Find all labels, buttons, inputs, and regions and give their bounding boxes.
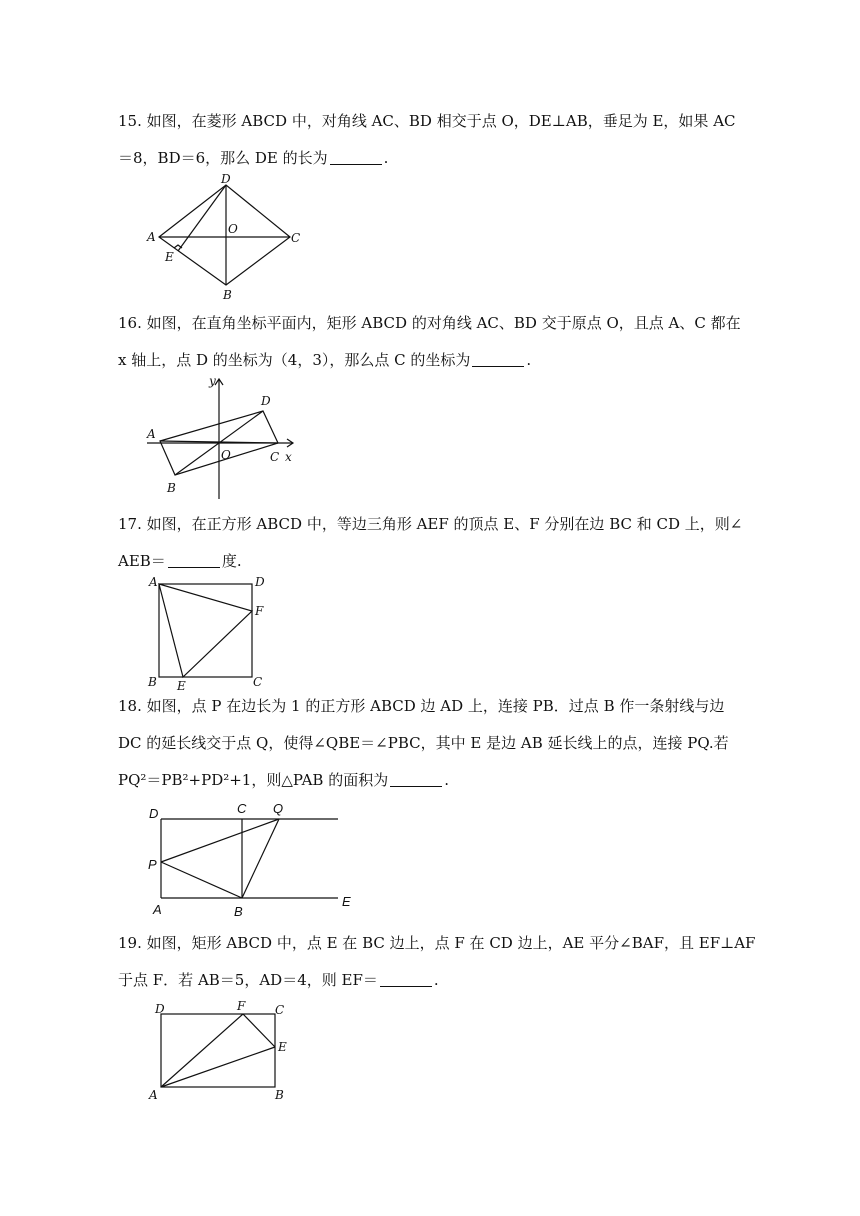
question-text: PQ²＝PB²+PD²+1，则△PAB 的面积为 <box>118 771 389 789</box>
question-17 <box>118 506 743 580</box>
question-text: x 轴上，点 D 的坐标为（4，3），那么点 C 的坐标为 <box>118 351 471 369</box>
label-c: C <box>237 801 247 816</box>
label-d: D <box>149 806 159 821</box>
label-f: F <box>255 604 264 618</box>
label-e: E <box>342 894 351 909</box>
label-b: B <box>275 1088 284 1102</box>
question-15 <box>118 103 738 177</box>
label-d: D <box>155 1002 165 1016</box>
label-o: O <box>228 222 238 236</box>
label-b: B <box>148 675 157 689</box>
question-number: 19. <box>118 934 142 952</box>
question-number: 15. <box>118 112 142 130</box>
figure-19-rectangle <box>145 997 305 1107</box>
question-text: . <box>383 149 389 167</box>
question-18-line-1 <box>118 688 738 725</box>
label-c: C <box>253 675 263 689</box>
label-e: E <box>177 679 186 693</box>
label-c: C <box>275 1003 285 1017</box>
figure-18-square-ray <box>145 798 360 920</box>
question-18-line-2 <box>118 725 738 762</box>
label-d: D <box>261 394 271 408</box>
figure-16-rectangle-coordinates <box>145 375 305 505</box>
label-b: B <box>223 288 232 302</box>
question-15-line-2 <box>118 140 738 177</box>
question-text: 于点 F．若 AB＝5，AD＝4，则 EF＝ <box>118 971 378 989</box>
label-x: x <box>285 450 292 464</box>
label-a: A <box>147 230 156 244</box>
question-text: 如图，在直角坐标平面内，矩形 ABCD 的对角线 AC、BD 交于原点 O，且点 A、C 都在 <box>146 314 741 332</box>
segment-pb <box>161 862 242 898</box>
label-e: E <box>278 1040 287 1054</box>
answer-blank[interactable] <box>390 772 442 787</box>
question-text: . <box>526 351 532 369</box>
question-number: 16. <box>118 314 142 332</box>
label-e: E <box>165 250 174 264</box>
segment-de <box>178 185 226 251</box>
triangle-aef <box>159 584 252 677</box>
answer-blank[interactable] <box>472 352 524 367</box>
question-text: 如图，在正方形 ABCD 中，等边三角形 AEF 的顶点 E、F 分别在边 BC 和 CD 上，则∠ <box>146 515 743 533</box>
rhombus-outline <box>159 185 290 285</box>
answer-blank[interactable] <box>168 553 220 568</box>
question-19 <box>118 925 756 999</box>
question-text: 如图，矩形 ABCD 中，点 E 在 BC 边上，点 F 在 CD 边上，AE 平分∠BAF，且 EF⊥AF <box>146 934 756 952</box>
question-text: DC 的延长线交于点 Q，使得∠QBE＝∠PBC，其中 E 是边 AB 延长线上的点，连接 PQ.若 <box>118 734 729 752</box>
label-d: D <box>221 172 231 186</box>
question-number: 17. <box>118 515 142 533</box>
question-16-line-1 <box>118 305 741 342</box>
rectangle-abcd <box>161 1014 275 1087</box>
question-text: AEB＝ <box>118 552 166 570</box>
label-b: B <box>234 904 243 919</box>
label-o: O <box>221 448 231 462</box>
figure-15-rhombus <box>145 172 315 305</box>
question-16 <box>118 305 741 379</box>
question-text: . <box>444 771 450 789</box>
label-c: C <box>270 450 280 464</box>
answer-blank[interactable] <box>380 972 432 987</box>
segment-fe <box>243 1014 275 1047</box>
question-17-line-1 <box>118 506 743 543</box>
right-angle-mark <box>174 245 182 248</box>
question-number: 18. <box>118 697 142 715</box>
label-a: A <box>149 575 158 589</box>
label-d: D <box>255 575 265 589</box>
label-f: F <box>237 999 246 1013</box>
label-a: A <box>153 902 162 917</box>
answer-blank[interactable] <box>330 150 382 165</box>
figure-17-square-triangle <box>145 574 275 694</box>
question-18 <box>118 688 738 799</box>
label-a: A <box>147 427 156 441</box>
question-text: 度. <box>221 552 242 570</box>
label-y: y <box>209 374 216 388</box>
question-text: 如图，点 P 在边长为 1 的正方形 ABCD 边 AD 上，连接 PB．过点 B 作一条射线与边 <box>146 697 725 715</box>
segment-af <box>161 1014 243 1087</box>
label-c: C <box>291 231 301 245</box>
question-15-line-1 <box>118 103 738 140</box>
label-b: B <box>167 481 176 495</box>
label-q: Q <box>273 801 284 816</box>
question-text: ＝8，BD＝6，那么 DE 的长为 <box>118 149 328 167</box>
question-19-line-2 <box>118 962 738 999</box>
question-text: 如图，在菱形 ABCD 中，对角线 AC、BD 相交于点 O，DE⊥AB，垂足为 E，如果 AC <box>146 112 736 130</box>
question-19-line-1 <box>118 925 756 962</box>
label-p: P <box>148 857 157 872</box>
segment-ae <box>161 1047 275 1087</box>
label-a: A <box>149 1088 158 1102</box>
question-18-line-3 <box>118 762 738 799</box>
question-text: . <box>433 971 439 989</box>
